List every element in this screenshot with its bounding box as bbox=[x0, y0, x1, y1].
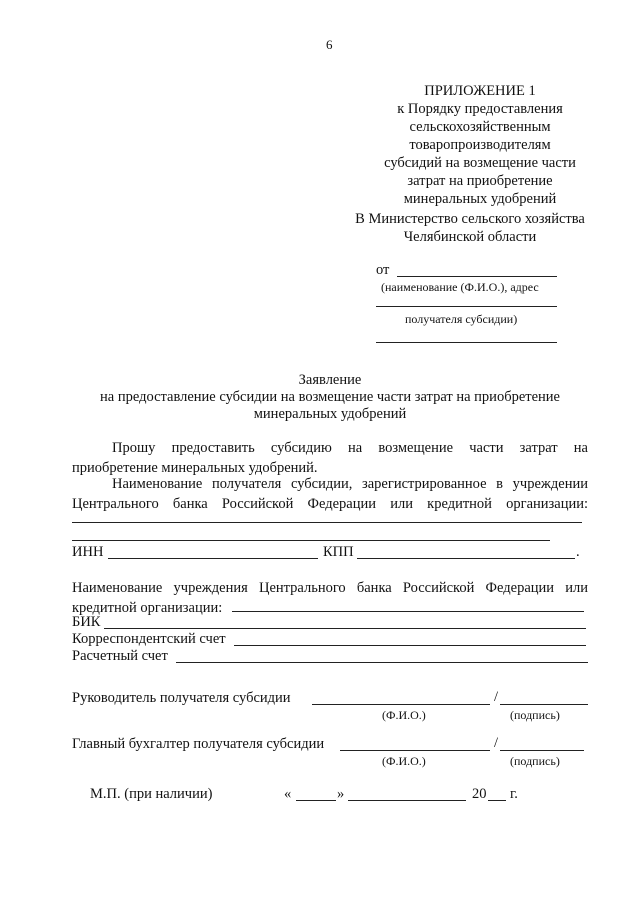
head-sign-line bbox=[500, 704, 588, 705]
inn-line bbox=[108, 558, 318, 559]
sign-caption: (подпись) bbox=[510, 708, 560, 722]
addressee-block bbox=[340, 210, 600, 246]
appendix-block bbox=[365, 82, 595, 208]
head-label: Руководитель получателя субсидии bbox=[72, 690, 291, 706]
statement-subtitle: минеральных удобрений bbox=[253, 406, 407, 422]
kpp-label: КПП bbox=[323, 544, 354, 560]
appendix-line: сельскохозяйственным bbox=[409, 119, 551, 135]
recipient-name-line bbox=[72, 522, 582, 523]
from-line bbox=[397, 276, 557, 277]
bik-label: БИК bbox=[72, 614, 101, 630]
inn-label: ИНН bbox=[72, 544, 104, 560]
appendix-line: субсидий на возмещение части bbox=[384, 155, 576, 171]
account-line bbox=[176, 662, 588, 663]
bank-name-line bbox=[232, 611, 584, 612]
kpp-line bbox=[357, 558, 575, 559]
quote-close: » bbox=[337, 786, 345, 802]
addressee-line: В Министерство сельского хозяйства bbox=[355, 211, 585, 227]
corr-account-label: Корреспондентский счет bbox=[72, 631, 226, 647]
recipient-name-line bbox=[72, 540, 550, 541]
slash: / bbox=[494, 735, 499, 751]
accountant-sign-line bbox=[500, 750, 584, 751]
paragraph-line: Наименование учреждения Центрального банка Российской Федерации или bbox=[72, 580, 588, 596]
fio-caption: (Ф.И.О.) bbox=[382, 708, 426, 722]
appendix-line: товаропроизводителям bbox=[409, 137, 551, 153]
kpp-end: . bbox=[576, 544, 580, 560]
month-line bbox=[348, 800, 466, 801]
address-line bbox=[376, 342, 557, 343]
recipient-paragraph bbox=[72, 474, 588, 514]
statement-title: Заявление bbox=[298, 372, 362, 388]
fio-caption: (Ф.И.О.) bbox=[382, 754, 426, 768]
from-label: от bbox=[376, 262, 390, 278]
appendix-line: затрат на приобретение bbox=[407, 173, 553, 189]
quote-open: « bbox=[284, 786, 292, 802]
year-prefix: 20 bbox=[472, 786, 487, 802]
bank-name-paragraph bbox=[72, 578, 588, 618]
sender-caption: (наименование (Ф.И.О.), адрес bbox=[381, 280, 539, 294]
account-label: Расчетный счет bbox=[72, 648, 168, 664]
appendix-line: к Порядку предоставления bbox=[397, 101, 563, 117]
paragraph-line: Наименование получателя субсидии, зарегистрированное в учреждении bbox=[112, 476, 588, 492]
addressee-line: Челябинской области bbox=[403, 229, 537, 245]
statement-heading bbox=[70, 372, 590, 423]
day-line bbox=[296, 800, 336, 801]
appendix-title: ПРИЛОЖЕНИЕ 1 bbox=[424, 83, 536, 99]
bik-line bbox=[104, 628, 586, 629]
paragraph-line: Центрального банка Российской Федерации или кредитной организации: bbox=[72, 496, 588, 512]
statement-subtitle: на предоставление субсидии на возмещение части затрат на приобретение bbox=[100, 389, 560, 405]
sender-caption: получателя субсидии) bbox=[405, 312, 518, 326]
request-paragraph bbox=[72, 438, 588, 478]
paragraph-line: кредитной организации: bbox=[72, 600, 223, 616]
page-number: 6 bbox=[326, 37, 333, 52]
address-line bbox=[376, 306, 557, 307]
corr-account-line bbox=[234, 645, 586, 646]
paragraph-line: Прошу предоставить субсидию на возмещение части затрат на bbox=[112, 440, 588, 456]
accountant-label: Главный бухгалтер получателя субсидии bbox=[72, 736, 325, 752]
year-line bbox=[488, 800, 506, 801]
year-suffix: г. bbox=[510, 786, 518, 802]
slash: / bbox=[494, 689, 499, 705]
accountant-fio-line bbox=[340, 750, 490, 751]
head-fio-line bbox=[312, 704, 490, 705]
stamp-label: М.П. (при наличии) bbox=[90, 786, 213, 802]
sign-caption: (подпись) bbox=[510, 754, 560, 768]
appendix-line: минеральных удобрений bbox=[403, 191, 557, 207]
paragraph-line: приобретение минеральных удобрений. bbox=[72, 460, 318, 476]
